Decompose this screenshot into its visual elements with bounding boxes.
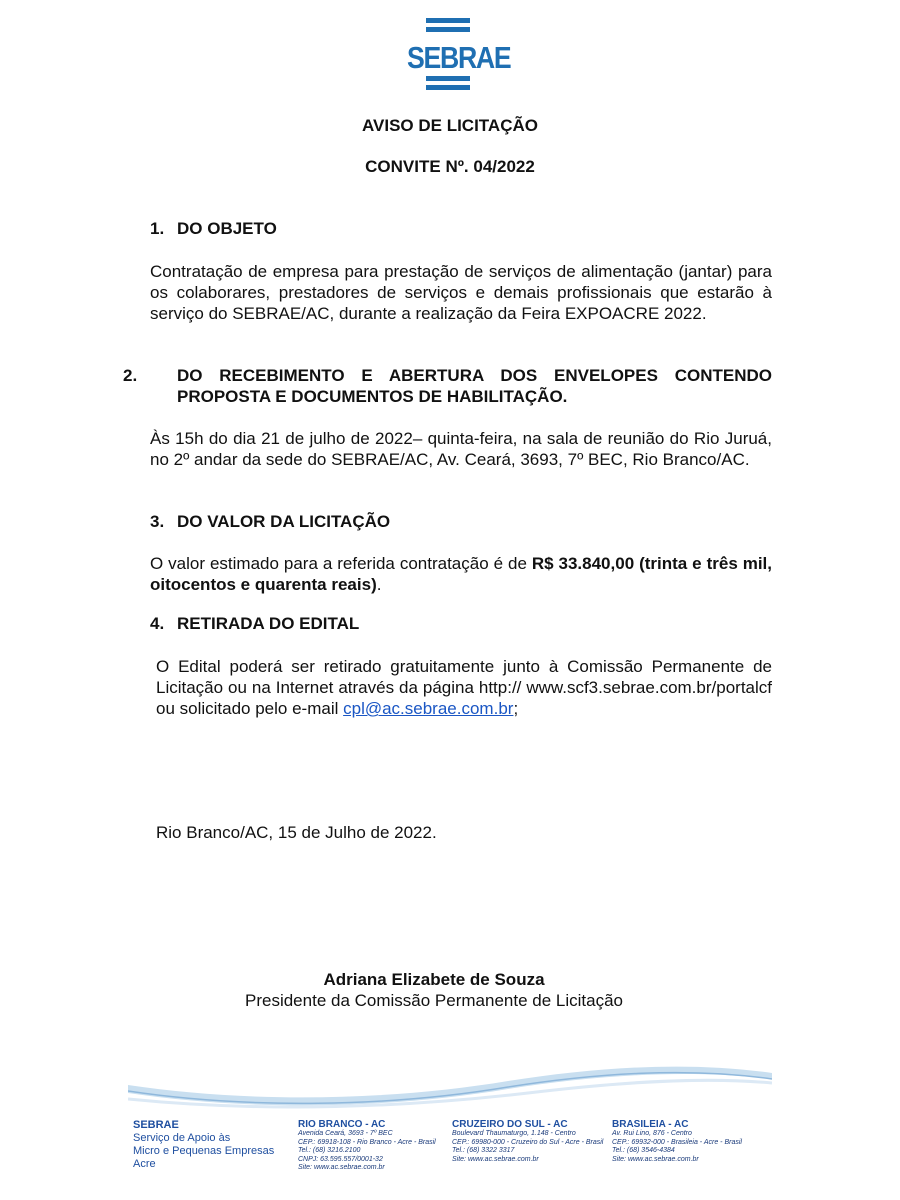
footer-brand xyxy=(133,1119,274,1171)
office-line: CEP.: 69918-108 - Rio Branco - Acre - Brasil xyxy=(298,1138,436,1146)
section-number: 2. xyxy=(123,366,138,385)
footer-wave xyxy=(128,1055,772,1115)
footer-brand-line: Serviço de Apoio às xyxy=(133,1132,231,1144)
section-2-body: Às 15h do dia 21 de julho de 2022– quinta-feira, na sala de reunião do Rio Juruá, no 2º andar da sede do SEBRAE/AC, Av. Ceará, 3693, 7º BEC, Rio Branco/AC. xyxy=(150,429,772,469)
section-number: 4. xyxy=(150,614,165,633)
section-1-body: Contratação de empresa para prestação de serviços de alimentação (jantar) para os colaborares, prestadores de serviços e demais profissionais que estarão à serviço do SEBRAE/AC, durante a realização da Feira EXPOACRE 2022. xyxy=(150,262,772,323)
section-3-body xyxy=(150,553,772,595)
footer-brand-line: Acre xyxy=(133,1158,156,1170)
place-date: Rio Branco/AC, 15 de Julho de 2022. xyxy=(156,823,437,842)
office-line: CEP.: 69932-000 - Brasileia - Acre - Brasil xyxy=(612,1138,742,1146)
office-title: RIO BRANCO - AC xyxy=(298,1119,386,1130)
logo-top-bars xyxy=(426,18,470,36)
office-line: Site: www.ac.sebrae.com.br xyxy=(298,1164,385,1171)
office-line: CEP.: 69980-000 - Cruzeiro do Sul - Acre - Brasil xyxy=(452,1138,604,1146)
office-line: Site: www.ac.sebrae.com.br xyxy=(452,1155,539,1163)
signatory-name: Adriana Elizabete de Souza xyxy=(323,970,545,989)
section-title: DO RECEBIMENTO E ABERTURA DOS ENVELOPES CONTENDO PROPOSTA E DOCUMENTOS DE HABILITAÇÃO. xyxy=(177,366,772,406)
value-amount: R$ 33.840,00 (trinta e três mil, oitocentos e quarenta reais) xyxy=(150,554,772,594)
footer-brand-line: Micro e Pequenas Empresas xyxy=(133,1145,275,1157)
logo-text: SEBRAE xyxy=(407,40,511,75)
edital-text-suffix: ; xyxy=(513,699,519,718)
value-text-prefix: O valor estimado para a referida contratação é de xyxy=(150,554,532,573)
section-title: DO OBJETO xyxy=(177,219,277,238)
section-title: DO VALOR DA LICITAÇÃO xyxy=(177,512,391,531)
value-text-suffix: . xyxy=(376,575,382,594)
document-subtitle: CONVITE Nº. 04/2022 xyxy=(365,157,535,176)
footer-office-rio-branco xyxy=(298,1119,448,1173)
office-line: Avenida Ceará, 3693 - 7º BEC xyxy=(298,1130,393,1137)
office-line: Boulevard Thaumaturgo, 1.148 - Centro xyxy=(452,1130,576,1137)
office-line: Tel.: (68) 3216.2100 xyxy=(298,1147,361,1154)
section-2-heading xyxy=(123,365,772,407)
document-title: AVISO DE LICITAÇÃO xyxy=(362,116,538,135)
office-line: Tel.: (68) 3546-4384 xyxy=(612,1147,675,1154)
office-line: Tel.: (68) 3322 3317 xyxy=(452,1147,515,1154)
office-line: Site: www.ac.sebrae.com.br xyxy=(612,1155,699,1163)
office-title: BRASILEIA - AC xyxy=(612,1119,689,1130)
section-1-heading xyxy=(150,219,772,239)
footer-office-brasileia xyxy=(612,1119,762,1164)
section-4-body xyxy=(156,656,772,719)
sebrae-logo xyxy=(400,18,511,98)
office-line: CNPJ: 63.595.557/0001-32 xyxy=(298,1155,383,1163)
section-number: 3. xyxy=(150,512,165,531)
logo-bottom-bars xyxy=(426,76,470,94)
footer-office-cruzeiro-do-sul xyxy=(452,1119,612,1164)
section-3-heading xyxy=(150,512,772,532)
edital-text: O Edital poderá ser retirado gratuitamente junto à Comissão Permanente de Licitação ou na Internet através da página http:// www.scf3.sebrae.com.br/portalcf ou solicitado pelo e-mail xyxy=(156,657,772,718)
email-link[interactable]: cpl@ac.sebrae.com.br xyxy=(343,699,514,718)
footer-brand-name: SEBRAE xyxy=(133,1119,179,1131)
section-title: RETIRADA DO EDITAL xyxy=(177,614,360,633)
office-title: CRUZEIRO DO SUL - AC xyxy=(452,1119,568,1130)
section-number: 1. xyxy=(150,219,165,238)
office-line: Av. Rui Lino, 876 - Centro xyxy=(612,1130,692,1137)
section-4-heading xyxy=(150,614,772,634)
signatory-role: Presidente da Comissão Permanente de Licitação xyxy=(245,991,623,1010)
